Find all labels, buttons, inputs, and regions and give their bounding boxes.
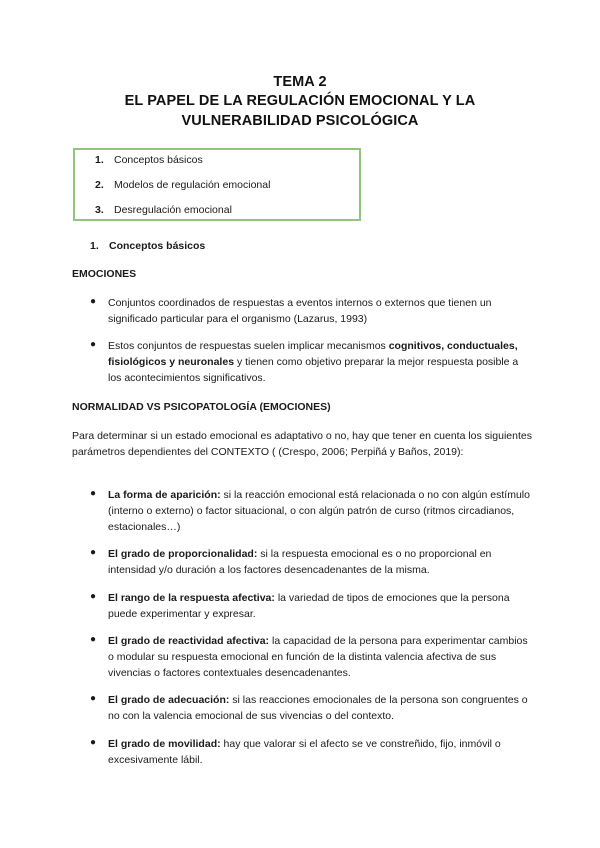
list-item (108, 590, 533, 622)
toc-item-label: Conceptos básicos (114, 154, 203, 166)
list-item-text: la variedad de tipos de emociones que la persona puede experimentar y expresar. (108, 592, 510, 620)
table-of-contents (73, 148, 361, 221)
section-heading (90, 238, 205, 254)
list-item-text: si la reacción emocional está relacionada o no con algún estímulo (interno o externo) o factor situacional, o con algún patrón de curso (ritmos circadianos, estacionales…) (108, 489, 530, 533)
toc-item[interactable] (95, 154, 203, 166)
bullet-icon: ● (90, 591, 97, 602)
section-number: 1. (90, 240, 99, 252)
list-item-term: El rango de la respuesta afectiva: (108, 592, 275, 604)
intro-paragraph: Para determinar si un estado emocional es adaptativo o no, hay que tener en cuenta los siguientes parámetros dependientes del CONTEXTO ( (Crespo, 2006; Perpiñá y Baños, 2019): (72, 430, 532, 458)
list-item-text: la capacidad de la persona para experimentar cambios o modular su respuesta emocional en función de la distinta valencia afectiva de sus vivencias o factores contextuales desencadenantes. (108, 635, 528, 679)
bullet-icon: ● (90, 547, 97, 558)
list-item (108, 487, 533, 535)
document-title-line2: VULNERABILIDAD PSICOLÓGICA (181, 113, 419, 129)
normalidad-heading: NORMALIDAD VS PSICOPATOLOGÍA (EMOCIONES) (72, 401, 331, 413)
list-item-term: El grado de proporcionalidad: (108, 548, 258, 560)
list-item-term: El grado de adecuación: (108, 694, 230, 706)
list-item (108, 338, 533, 386)
list-item-emphasis: cognitivos, conductuales, fisiológicos y neuronales (108, 340, 518, 368)
bullet-icon: ● (90, 296, 97, 307)
bullet-icon: ● (90, 634, 97, 645)
toc-item-label: Modelos de regulación emocional (114, 179, 271, 191)
toc-item-label: Desregulación emocional (114, 204, 232, 216)
bullet-icon: ● (90, 693, 97, 704)
toc-item-number: 1. (95, 154, 104, 166)
section-title: Conceptos básicos (109, 240, 206, 252)
list-item-term: El grado de movilidad: (108, 738, 221, 750)
bullet-icon: ● (90, 737, 97, 748)
list-item (108, 546, 533, 578)
document-title-line1: EL PAPEL DE LA REGULACIÓN EMOCIONAL Y LA (124, 93, 476, 109)
list-item-term: El grado de reactividad afectiva: (108, 635, 270, 647)
list-item-text: si la respuesta emocional es o no proporcional en intensidad y/o duración a los factores desencadenantes de la misma. (108, 548, 492, 576)
toc-item-number: 3. (95, 204, 104, 216)
list-item-text: Estos conjuntos de respuestas suelen implicar mecanismos (108, 340, 389, 352)
bullet-icon: ● (90, 339, 97, 350)
list-item-text: hay que valorar si el afecto se ve constreñido, fijo, inmóvil o excesivamente lábil. (108, 738, 501, 766)
list-item (108, 692, 533, 724)
bullet-icon: ● (90, 488, 97, 499)
topic-number: TEMA 2 (273, 74, 327, 90)
list-item-term: La forma de aparición: (108, 489, 221, 501)
emociones-heading: EMOCIONES (72, 268, 137, 280)
toc-item[interactable] (95, 204, 232, 216)
list-item (108, 736, 533, 768)
list-item-text: y tienen como objetivo preparar la mejor respuesta posible a los acontecimientos significativos. (108, 356, 519, 384)
toc-item[interactable] (95, 179, 270, 191)
list-item-text: si las reacciones emocionales de la persona son congruentes o no con la valencia emocional de sus vivencias o del contexto. (108, 694, 528, 722)
list-item: Conjuntos coordinados de respuestas a eventos internos o externos que tienen un significado particular para el organismo (Lazarus, 1993) (108, 297, 492, 325)
list-item (108, 633, 533, 681)
toc-item-number: 2. (95, 179, 104, 191)
